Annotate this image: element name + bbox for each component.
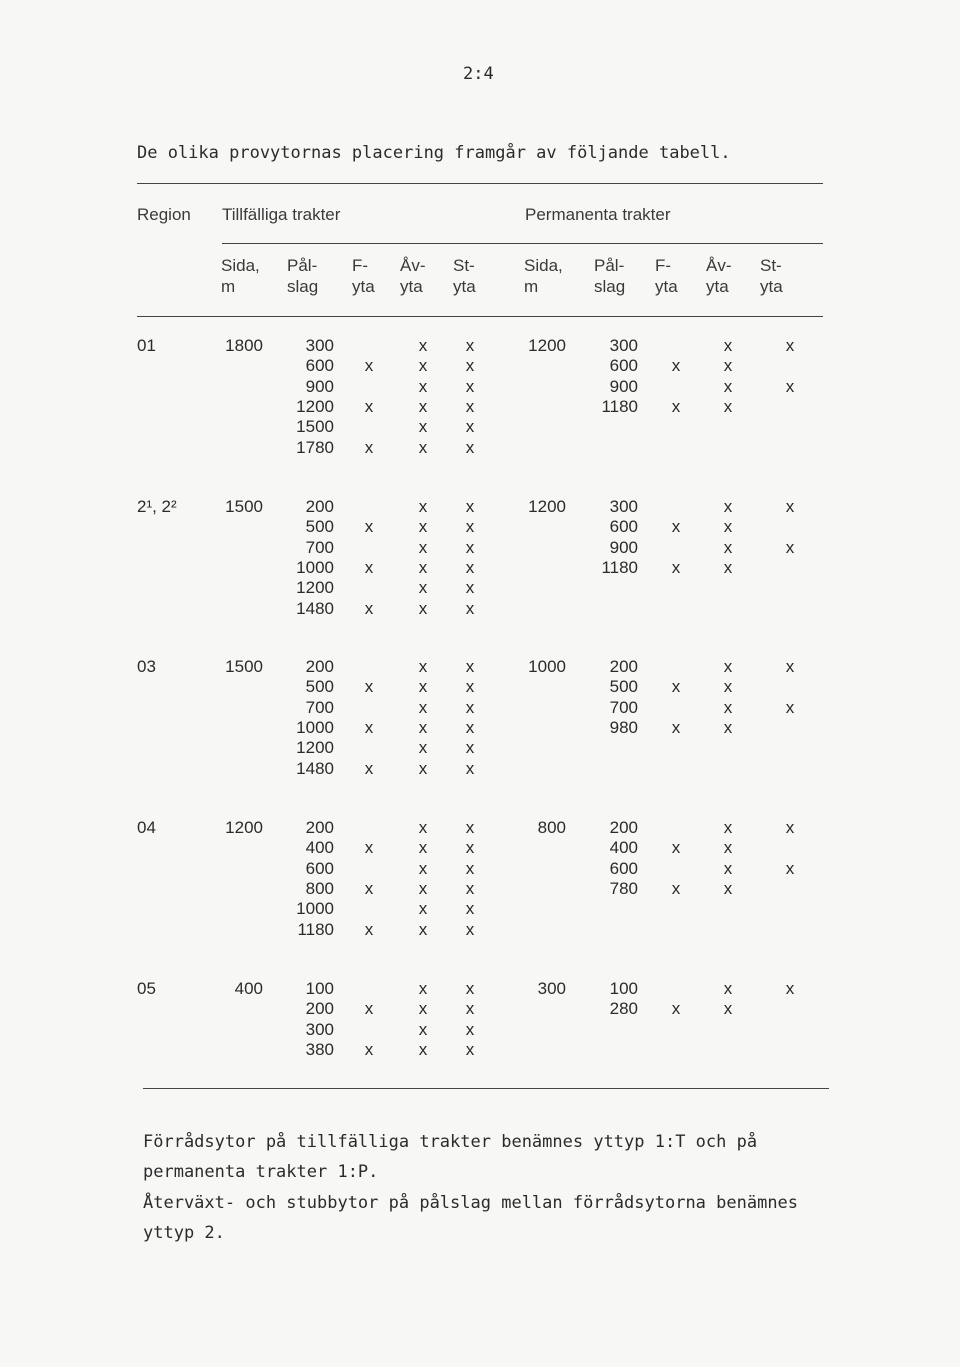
temp-mark: x [465, 838, 475, 857]
perm-mark: x [671, 718, 681, 737]
perm-mark: x [671, 999, 681, 1018]
perm-mark: x [671, 879, 681, 898]
temp-mark: x [465, 558, 475, 577]
temp-palslag-value: 1200 [296, 738, 334, 757]
perm-side-value: 1000 [528, 657, 566, 676]
perm-mark: x [671, 517, 681, 536]
temp-palslag-value: 1000 [296, 899, 334, 918]
temp-palslag-value: 200 [305, 818, 334, 837]
temp-palslag-value: 700 [305, 698, 334, 717]
temp-palslag-value: 1780 [296, 438, 334, 457]
perm-mark: x [785, 818, 795, 837]
col-header-p-3: Åv- [706, 256, 732, 275]
temp-palslag-value: 1180 [297, 920, 334, 939]
temp-palslag-value: 1000 [296, 718, 334, 737]
temp-mark: x [418, 578, 428, 597]
temp-mark: x [418, 718, 428, 737]
region-label: 01 [137, 336, 156, 355]
temp-mark: x [465, 718, 475, 737]
temp-palslag-value: 300 [305, 1020, 334, 1039]
perm-mark: x [723, 377, 733, 396]
temp-mark: x [364, 599, 374, 618]
perm-mark: x [671, 356, 681, 375]
temp-mark: x [418, 438, 428, 457]
perm-mark: x [723, 999, 733, 1018]
col-header-p-4: St- [760, 256, 782, 275]
col-header-p-0: Sida, [524, 256, 563, 275]
temp-mark: x [418, 818, 428, 837]
temp-palslag-value: 700 [305, 538, 334, 557]
temp-mark: x [465, 397, 475, 416]
perm-mark: x [785, 538, 795, 557]
temp-mark: x [364, 356, 374, 375]
col-header-sub-p-1: slag [594, 277, 626, 296]
page-number: 2:4 [463, 64, 494, 84]
temp-side-value: 1500 [225, 657, 263, 676]
temp-mark: x [364, 759, 374, 778]
perm-palslag-value: 600 [609, 859, 638, 878]
temp-palslag-value: 380 [305, 1040, 334, 1059]
perm-mark: x [785, 657, 795, 676]
perm-mark: x [723, 677, 733, 696]
temp-mark: x [418, 1040, 428, 1059]
temp-mark: x [418, 899, 428, 918]
temp-side-value: 1200 [225, 818, 263, 837]
region-label: 03 [137, 657, 156, 676]
table-rule-bottom [143, 1088, 829, 1089]
temp-mark: x [465, 698, 475, 717]
perm-side-value: 1200 [528, 336, 566, 355]
header-region: Region [137, 205, 191, 224]
temp-mark: x [418, 558, 428, 577]
col-header-t-1: Pål- [287, 256, 318, 275]
col-header-sub-t-4: yta [453, 277, 476, 296]
temp-palslag-value: 600 [305, 859, 334, 878]
perm-palslag-value: 980 [609, 718, 638, 737]
perm-mark: x [723, 698, 733, 717]
temp-mark: x [418, 879, 428, 898]
temp-palslag-value: 900 [305, 377, 334, 396]
perm-mark: x [785, 859, 795, 878]
temp-mark: x [364, 517, 374, 536]
temp-mark: x [364, 397, 374, 416]
perm-palslag-value: 100 [609, 979, 638, 998]
temp-palslag-value: 1200 [296, 397, 334, 416]
region-label: 04 [137, 818, 156, 837]
temp-side-value: 400 [234, 979, 263, 998]
temp-mark: x [364, 999, 374, 1018]
temp-mark: x [418, 538, 428, 557]
temp-palslag-value: 1000 [296, 558, 334, 577]
temp-palslag-value: 1200 [296, 578, 334, 597]
temp-palslag-value: 600 [305, 356, 334, 375]
temp-mark: x [418, 497, 428, 516]
perm-palslag-value: 900 [609, 538, 638, 557]
perm-mark: x [723, 336, 733, 355]
temp-palslag-value: 200 [305, 657, 334, 676]
temp-mark: x [465, 859, 475, 878]
temp-mark: x [418, 979, 428, 998]
perm-mark: x [785, 497, 795, 516]
temp-palslag-value: 1480 [296, 599, 334, 618]
perm-mark: x [785, 698, 795, 717]
perm-mark: x [723, 838, 733, 857]
perm-palslag-value: 900 [609, 377, 638, 396]
temp-palslag-value: 1500 [296, 417, 334, 436]
perm-palslag-value: 300 [609, 497, 638, 516]
col-header-t-4: St- [453, 256, 475, 275]
footer-line: yttyp 2. [143, 1223, 225, 1243]
perm-mark: x [723, 538, 733, 557]
temp-palslag-value: 300 [305, 336, 334, 355]
temp-palslag-value: 200 [305, 497, 334, 516]
temp-side-value: 1800 [225, 336, 263, 355]
temp-palslag-value: 500 [305, 677, 334, 696]
temp-mark: x [418, 759, 428, 778]
temp-mark: x [418, 859, 428, 878]
perm-mark: x [723, 979, 733, 998]
temp-mark: x [418, 517, 428, 536]
col-header-sub-p-2: yta [655, 277, 678, 296]
temp-palslag-value: 500 [305, 517, 334, 536]
col-header-t-3: Åv- [400, 256, 426, 275]
temp-mark: x [364, 879, 374, 898]
temp-mark: x [465, 538, 475, 557]
perm-palslag-value: 1180 [601, 558, 638, 577]
perm-mark: x [723, 818, 733, 837]
table-rule-header-bottom [137, 316, 823, 317]
perm-palslag-value: 500 [609, 677, 638, 696]
perm-palslag-value: 600 [609, 517, 638, 536]
perm-mark: x [723, 718, 733, 737]
perm-mark: x [723, 517, 733, 536]
footer-line: Återväxt- och stubbytor på pålslag mellan förrådsytorna benämnes [143, 1193, 799, 1213]
perm-mark: x [785, 336, 795, 355]
perm-side-value: 1200 [528, 497, 566, 516]
temp-mark: x [418, 738, 428, 757]
temp-mark: x [418, 999, 428, 1018]
col-header-sub-t-0: m [221, 277, 236, 296]
temp-palslag-value: 200 [305, 999, 334, 1018]
col-header-sub-t-2: yta [352, 277, 375, 296]
perm-mark: x [671, 677, 681, 696]
col-header-p-1: Pål- [594, 256, 625, 275]
temp-mark: x [465, 438, 475, 457]
temp-mark: x [465, 1040, 475, 1059]
temp-mark: x [418, 356, 428, 375]
temp-mark: x [465, 759, 475, 778]
temp-mark: x [465, 336, 475, 355]
temp-mark: x [418, 377, 428, 396]
perm-mark: x [785, 377, 795, 396]
temp-mark: x [465, 920, 475, 939]
temp-mark: x [465, 417, 475, 436]
temp-mark: x [364, 677, 374, 696]
temp-mark: x [465, 356, 475, 375]
temp-mark: x [465, 738, 475, 757]
perm-mark: x [723, 879, 733, 898]
temp-mark: x [418, 599, 428, 618]
region-label: 2¹, 2² [137, 497, 177, 516]
perm-mark: x [671, 558, 681, 577]
temp-mark: x [465, 377, 475, 396]
footer-line: Förrådsytor på tillfälliga trakter benämnes yttyp 1:T och på [143, 1132, 758, 1152]
col-header-sub-p-0: m [524, 277, 539, 296]
perm-mark: x [723, 657, 733, 676]
temp-mark: x [465, 497, 475, 516]
table-rule-subheader [222, 243, 823, 244]
col-header-t-2: F- [352, 256, 369, 275]
perm-palslag-value: 400 [609, 838, 638, 857]
perm-mark: x [723, 859, 733, 878]
temp-mark: x [465, 677, 475, 696]
temp-mark: x [418, 677, 428, 696]
perm-mark: x [671, 838, 681, 857]
temp-palslag-value: 400 [305, 838, 334, 857]
temp-mark: x [418, 920, 428, 939]
perm-palslag-value: 300 [609, 336, 638, 355]
temp-mark: x [465, 999, 475, 1018]
perm-mark: x [671, 397, 681, 416]
temp-mark: x [364, 920, 374, 939]
col-header-sub-t-3: yta [400, 277, 423, 296]
temp-palslag-value: 800 [305, 879, 334, 898]
temp-mark: x [465, 899, 475, 918]
perm-mark: x [723, 397, 733, 416]
perm-palslag-value: 780 [609, 879, 638, 898]
intro-text: De olika provytornas placering framgår av följande tabell. [137, 143, 731, 163]
perm-mark: x [723, 356, 733, 375]
temp-mark: x [465, 979, 475, 998]
perm-palslag-value: 200 [609, 818, 638, 837]
footer-line: permanenta trakter 1:P. [143, 1162, 379, 1182]
temp-mark: x [465, 879, 475, 898]
perm-mark: x [723, 497, 733, 516]
temp-mark: x [418, 417, 428, 436]
temp-mark: x [418, 657, 428, 676]
temp-mark: x [465, 1020, 475, 1039]
temp-mark: x [364, 718, 374, 737]
temp-mark: x [418, 397, 428, 416]
perm-side-value: 300 [537, 979, 566, 998]
perm-palslag-value: 1180 [601, 397, 638, 416]
temp-mark: x [465, 517, 475, 536]
perm-mark: x [785, 979, 795, 998]
temp-mark: x [418, 336, 428, 355]
col-header-t-0: Sida, [221, 256, 260, 275]
temp-palslag-value: 100 [305, 979, 334, 998]
region-label: 05 [137, 979, 156, 998]
temp-mark: x [465, 657, 475, 676]
temp-mark: x [465, 599, 475, 618]
temp-mark: x [364, 1040, 374, 1059]
perm-palslag-value: 200 [609, 657, 638, 676]
col-header-sub-t-1: slag [287, 277, 319, 296]
temp-palslag-value: 1480 [296, 759, 334, 778]
temp-mark: x [364, 438, 374, 457]
temp-mark: x [418, 1020, 428, 1039]
temp-mark: x [465, 578, 475, 597]
col-header-sub-p-4: yta [760, 277, 783, 296]
perm-palslag-value: 700 [609, 698, 638, 717]
col-header-p-2: F- [655, 256, 672, 275]
header-temporary: Tillfälliga trakter [222, 205, 341, 224]
header-permanent: Permanenta trakter [525, 205, 671, 224]
temp-mark: x [418, 838, 428, 857]
temp-mark: x [364, 838, 374, 857]
temp-side-value: 1500 [225, 497, 263, 516]
col-header-sub-p-3: yta [706, 277, 729, 296]
table-rule-top [137, 183, 823, 184]
perm-side-value: 800 [537, 818, 566, 837]
perm-palslag-value: 600 [609, 356, 638, 375]
perm-mark: x [723, 558, 733, 577]
perm-palslag-value: 280 [609, 999, 638, 1018]
temp-mark: x [418, 698, 428, 717]
temp-mark: x [364, 558, 374, 577]
temp-mark: x [465, 818, 475, 837]
